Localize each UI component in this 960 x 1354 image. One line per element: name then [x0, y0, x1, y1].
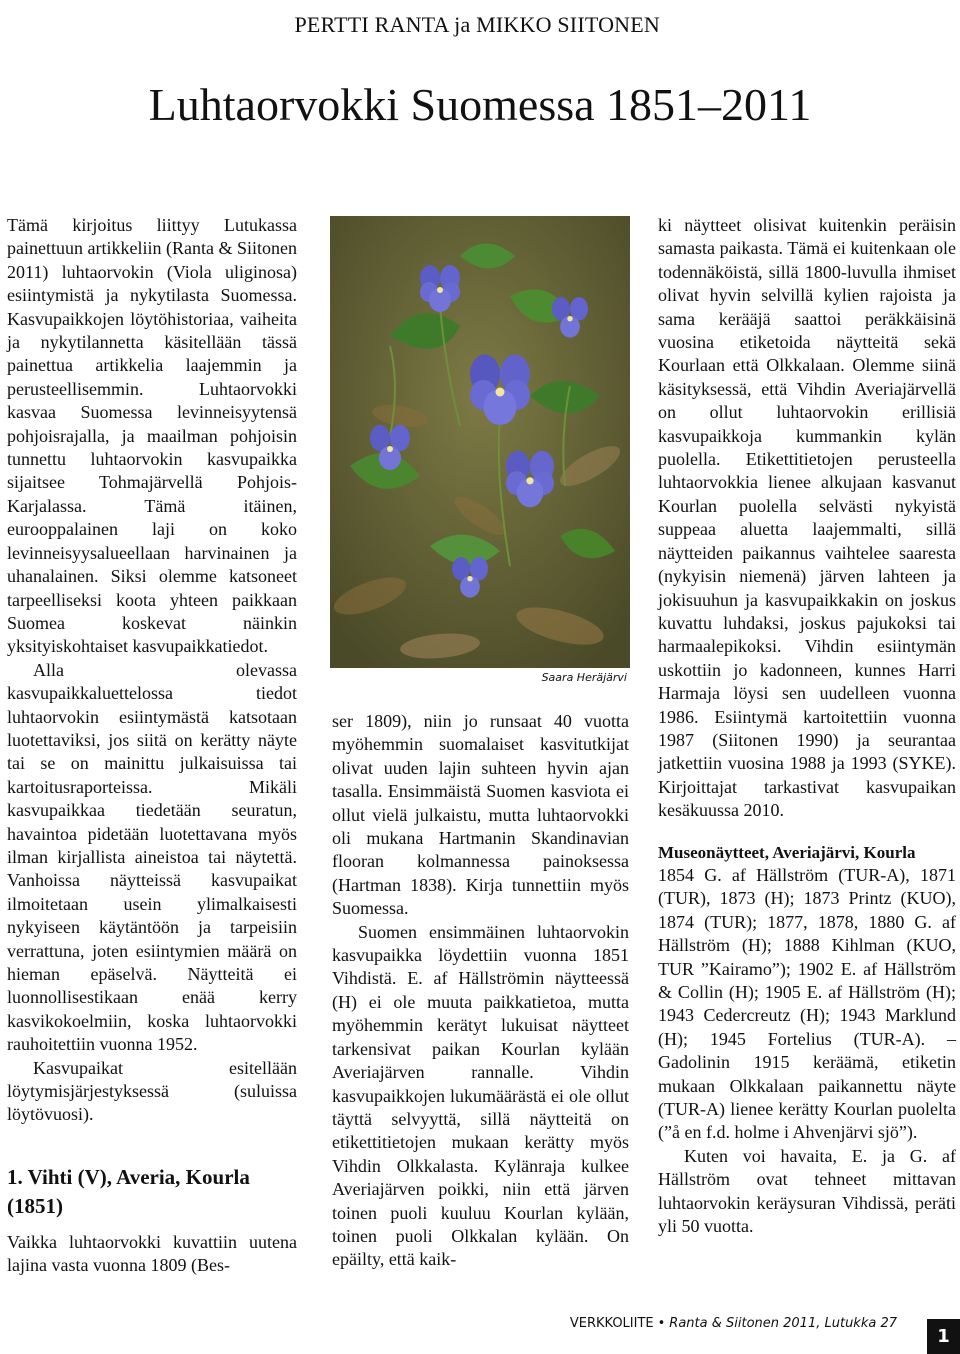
body-paragraph: Kasvupaikat esitellään löytymisjärjestyksessä (suluissa löytövuosi).: [7, 1057, 297, 1125]
body-paragraph: Suomen ensimmäinen luhtaorvokin kasvupaikka löydettiin vuonna 1851 Vihdistä. E. af Hällströmin näytteessä (H) ei ole muuta paikkatietoa, mutta myöhemmin kerätyt lukuisat näytteet tarkensivat paikan Kourlan kylään Averiajärven rannalle. Vihdin kasvupaikkojen lukumäärästä ei ole ollut täyttä selvyyttä, sillä näytteitä on etikettitietojen mukaan kerätty myös Vihdin Olkkalasta. Kylänraja kulkee Averiajärven poikki, niin että järven toinen puoli kuuluu Kourlan kylään, toinen puoli Olkkalan kylään. On epäilty, että kaik-: [332, 921, 629, 1270]
intro-paragraph: Tämä kirjoitus liittyy Lutukassa painettuun artikkeliin (Ranta & Siitonen 2011) luhtaorvokin (Viola uliginosa) esiintymistä ja nykytilasta Suomessa. Kasvupaikkojen löytöhistoriaa, vaiheita ja nykytilannetta käsitellään tässä painettua artikkelia laajemmin ja perusteellisemmin. Luhtaorvokki kasvaa Suomessa levinneisyytensä pohjoisrajalla, ja maailman pohjoisin tunnettu luhtaorvokin kasvupaikka sijaitsee Tohmajärvellä Pohjois-Karjalassa. Tämä itäinen, eurooppalainen laji on koko levinneisyysalueellaan harvinainen ja uhanalainen. Siksi olemme katsoneet tarpeelliseksi koota yhteen paikkaan Suomea koskevat näinkin yksityiskohtaiset kasvupaikkatiedot.: [7, 215, 297, 657]
footer-source: Ranta & Siitonen 2011, Lutukka 27: [669, 1316, 897, 1331]
column-2: [332, 710, 629, 1272]
subsection-heading: Museonäytteet, Averiajärvi, Kourla: [658, 842, 916, 862]
authors-header: PERTTI RANTA ja MIKKO SIITONEN: [294, 12, 660, 37]
photo-credit: Saara Heräjärvi: [541, 671, 627, 684]
section-heading: 1. Vihti (V), Averia, Kourla (1851): [7, 1164, 250, 1218]
specimen-list: 1854 G. af Hällström (TUR-A), 1871 (TUR), 1873 (H); 1873 Printz (KUO), 1874 (TUR); 1877, 1878, 1880 G. af Hällström (H); 1888 Kihlman (KUO, TUR ”Kairamo”); 1902 E. af Hällström & Collin (H); 1905 E. af Hällström (H); 1943 Cedercreutz (H); 1943 Marklund (H); 1945 Fortelius (TUR-A). – Gadolinin 1915 keräämä, etiketin mukaan Olkkalaan paikannettu näyte (TUR-A) lienee kerätty Kourlan puolelta (”å en f.d. holme i Ahvenjärvi sjö”).: [658, 864, 956, 1143]
body-paragraph: ki näytteet olisivat kuitenkin peräisin samasta paikasta. Tämä ei kuitenkaan ole todennäköistä, sillä 1800-luvulla ihmiset olivat hyvin selvillä kylien rajoista ja sama kerääjä saattoi peräkkäisinä vuosina etiketoida näytteitä sekä Kourlaan että Olkkalaan. Olemme siinä käsityksessä, että Vihdin Averiajärvellä on ollut luhtaorvokin erillisiä kasvupaikkoja kummankin kylän puolella. Etikettitietojen perusteella luhtaorvokkia lienee alkujaan kasvanut Kourlan puolella selvästi nykyistä suppeaa aluetta laajemmalti, sillä näytteiden paikannus vaihtelee saaresta (nykyisin niemenä) järven lahteen ja jokisuuhun ja kasvupaikkakin on joskus kuvattu luhdaksi, joskus pajukoksi tai harmaalepikoksi. Vihdin esiintymän uskottiin jo kadonneen, kunnes Harri Harmaja löysi sen uudelleen vuonna 1986. Esiintymä kartoitettiin vuonna 1987 (Siitonen 1990) ja seurantaa jatkettiin vuosina 1988 ja 1993 (SYKE). Kirjoittajat tarkastivat kasvupaikan kesäkuussa 2010.: [658, 215, 956, 821]
body-paragraph: Alla olevassa kasvupaikkaluettelossa tiedot luhtaorvokin esiintymästä katsotaan luotettaviksi, jos siitä on kerätty näyte tai se on mainittu julkaisuissa tai kartoitusraporteissa. Mikäli kasvupaikkaa tiedetään seuratun, havaintoa pidetään luotettavana myös ilman kirjallista aineistoa tai näytettä. Vanhoissa näytteissä kasvupaikat ilmoitetaan usein ylimalkaisesti nykyiseen käytäntöön ja tarpeisiin verrattuna, joten esiintymien määrä on hieman epäselvä. Näytteitä ei luonnollisestikaan enää kerry kasvikokoelmiin, koska luhtaorvokki rauhoitettiin vuonna 1952.: [7, 659, 297, 1055]
body-paragraph: Kuten voi havaita, E. ja G. af Hällström ovat tehneet mittavan luhtaorvokin keräysuran Vihdissä, peräti yli 50 vuotta.: [658, 1145, 956, 1237]
body-paragraph: ser 1809), niin jo runsaat 40 vuotta myöhemmin suomalaiset kasvitutkijat olivat uuden lajin suhteen hyvin ajan tasalla. Ensimmäistä Suomen kasviota ei ollut vielä julkaistu, mutta luhtaorvokki oli mukana Hartmanin Skandinavian flooran kolmannessa painoksessa (Hartman 1838). Kirja tunnettiin myös Suomessa.: [332, 711, 629, 919]
page-number: 1: [927, 1319, 960, 1354]
photo-illustration: [330, 216, 630, 668]
article-title: Luhtaorvokki Suomessa 1851–2011: [148, 79, 812, 130]
column-1: [7, 214, 297, 1278]
page-footer: [570, 1316, 897, 1331]
violet-flowers-photo: [330, 216, 630, 668]
body-paragraph: Vaikka luhtaorvokki kuvattiin uutena lajina vasta vuonna 1809 (Bes-: [7, 1231, 297, 1276]
footer-label: VERKKOLIITE: [569, 1316, 654, 1331]
bullet-icon: •: [657, 1316, 666, 1331]
column-3: [658, 214, 956, 1238]
